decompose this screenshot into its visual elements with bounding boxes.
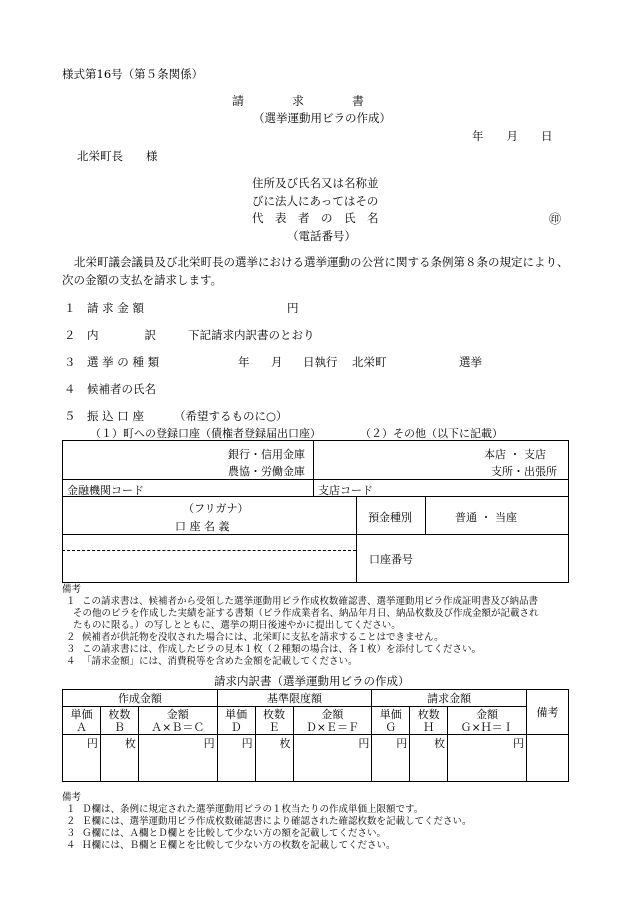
- cell-h: 枚: [410, 735, 448, 782]
- furigana-label: （フリガナ）: [183, 502, 249, 515]
- note-1-line-a: この請求書は、候補者から受領した選挙運動用ビラ作成枚数確認書、選挙運動用ビラ作成証明書及び納品書: [82, 596, 539, 607]
- date-line: 年 月 日: [472, 129, 553, 143]
- name-divider: [356, 496, 357, 583]
- col-a: 単価 Ａ: [63, 707, 101, 735]
- cell-f: 円: [293, 735, 372, 782]
- item-3-year: 年: [238, 355, 250, 369]
- cell-remarks: [526, 735, 568, 782]
- cell-b: 枚: [100, 735, 138, 782]
- col-d: 単価 Ｄ: [217, 707, 255, 735]
- item-4-number: ４: [64, 382, 76, 396]
- name-dashed-line: [62, 550, 356, 551]
- item-4-label: 候補者の氏名: [87, 382, 156, 396]
- note-2-number: ２: [66, 632, 76, 643]
- cell-e: 枚: [255, 735, 293, 782]
- item-3-label: 選 挙 の 種 類: [87, 355, 160, 369]
- item-2-label: 内 訳: [87, 328, 156, 342]
- item-1-unit: 円: [287, 301, 299, 315]
- item-5-label: 振 込 口 座: [87, 409, 144, 423]
- note-1-line-b: その他のビラを作成した実績を証する書類（ビラ作成業者名、納品年月日、納品枚数及び作成金額が記載され: [73, 608, 539, 619]
- item-5-number: ５: [64, 409, 76, 423]
- col-c: 金額 Ａ×Ｂ＝Ｃ: [138, 707, 217, 735]
- deposit-divider: [425, 496, 426, 534]
- note-4-number: ４: [66, 656, 76, 667]
- name-row-line: [62, 534, 569, 535]
- item-3-month: 月: [271, 355, 283, 369]
- note-1-number: １: [66, 596, 76, 607]
- deposit-type-values: 普通 ・ 当座: [455, 511, 517, 524]
- deposit-type-label: 預金種別: [368, 511, 412, 524]
- applicant-line-3: 代 表 者 の 氏 名: [252, 211, 379, 225]
- intro-line-1: 北栄町議会議員及び北栄町長の選挙における選挙運動の公営に関する条例第８条の規定により、: [74, 255, 569, 269]
- account-option-1: （１）町への登録口座（債権者登録届出口座）: [90, 427, 321, 440]
- notes-heading: 備考: [62, 584, 82, 595]
- cell-d: 円: [217, 735, 255, 782]
- note-4: 「請求金額」には、消費税等を含めた金額を記載してください。: [82, 656, 358, 667]
- group-header-limit: 基準限度額: [217, 690, 372, 707]
- note-1-line-c: たものに限る。）の写しとともに、選挙の期日後速やかに提出してください。: [73, 620, 401, 631]
- breakdown-table: [62, 689, 569, 782]
- addressee: 北栄町長 様: [77, 149, 158, 163]
- branch-type-2: 支所・出張所: [491, 465, 557, 478]
- remarks-header: 備考: [526, 690, 568, 735]
- note2-1: Ｄ欄は、条例に規定された選挙運動用ビラの１枚当たりの作成単価上限額です。: [82, 804, 424, 815]
- bank-code-label: 金融機関コード: [67, 484, 144, 497]
- item-1-number: １: [64, 301, 76, 315]
- account-number-label: 口座番号: [369, 553, 413, 566]
- col-b: 枚数 Ｂ: [100, 707, 138, 735]
- item-5-note: （希望するものに○）: [174, 409, 288, 423]
- col-f: 金額 Ｄ×Ｅ＝Ｆ: [293, 707, 372, 735]
- col-h: 枚数 Ｈ: [410, 707, 448, 735]
- applicant-line-2: びに法人にあってはその: [252, 194, 379, 208]
- page-title: 請 求 書: [232, 94, 365, 108]
- branch-type-1: 本店 ・ 支店: [484, 448, 546, 461]
- branch-code-label: 支店コード: [318, 484, 373, 497]
- phone-label: （電話番号）: [287, 229, 356, 243]
- item-3-day: 日執行: [303, 355, 338, 369]
- item-1-label: 請 求 金 額: [87, 301, 144, 315]
- col-i: 金額 Ｇ×Ｈ＝Ｉ: [448, 707, 527, 735]
- note2-3-number: ３: [66, 828, 76, 839]
- note-2: 候補者が供託物を没収された場合には、北栄町に支払を請求することはできません。: [82, 632, 444, 643]
- item-3-number: ３: [64, 355, 76, 369]
- note2-4: Ｈ欄には、Ｂ欄とＥ欄とを比較して少ない方の枚数を記載してください。: [82, 840, 396, 851]
- bank-type-2: 農協・労働金庫: [228, 465, 305, 478]
- bank-type-1: 銀行・信用金庫: [228, 448, 305, 461]
- note2-2: Ｅ欄には、選挙運動用ビラ作成枚数確認書により確認された確認枚数を記載してください。: [82, 816, 472, 827]
- item-2-value: 下記請求内訳書のとおり: [188, 328, 315, 342]
- note2-4-number: ４: [66, 840, 76, 851]
- page-subtitle: （選挙運動用ビラの作成）: [253, 111, 391, 125]
- note2-2-number: ２: [66, 816, 76, 827]
- seal-mark: ㊞: [549, 212, 562, 226]
- col-g: 単価 Ｇ: [372, 707, 410, 735]
- note2-1-number: １: [66, 804, 76, 815]
- item-3-town: 北栄町: [352, 355, 387, 369]
- form-id: 様式第16号（第５条関係）: [62, 67, 204, 81]
- account-option-2: （２）その他（以下に記載）: [360, 427, 503, 440]
- note2-3: Ｇ欄には、Ａ欄とＤ欄とを比較して少ない方の額を記載してください。: [82, 828, 387, 839]
- item-3-election: 選挙: [459, 355, 482, 369]
- cell-g: 円: [372, 735, 410, 782]
- intro-line-2: 次の金額の支払を請求します。: [62, 273, 223, 287]
- note-3: この請求書には、作成したビラの見本１枚（２種類の場合は、各１枚）を添付してください。: [82, 644, 482, 655]
- item-2-number: ２: [64, 328, 76, 342]
- col-e: 枚数 Ｅ: [255, 707, 293, 735]
- cell-i: 円: [448, 735, 527, 782]
- bank-row-line: [62, 479, 569, 480]
- code-divider: [313, 479, 314, 496]
- bank-divider: [313, 440, 314, 479]
- applicant-line-1: 住所及び氏名又は名称並: [252, 176, 379, 190]
- notes2-heading: 備考: [62, 792, 82, 803]
- cell-c: 円: [138, 735, 217, 782]
- account-name-label: 口 座 名 義: [175, 520, 230, 533]
- group-header-claim: 請求金額: [372, 690, 527, 707]
- cell-a: 円: [63, 735, 101, 782]
- group-header-created: 作成金額: [63, 690, 218, 707]
- breakdown-title: 請求内訳書（選挙運動用ビラの作成）: [214, 674, 410, 688]
- note-3-number: ３: [66, 644, 76, 655]
